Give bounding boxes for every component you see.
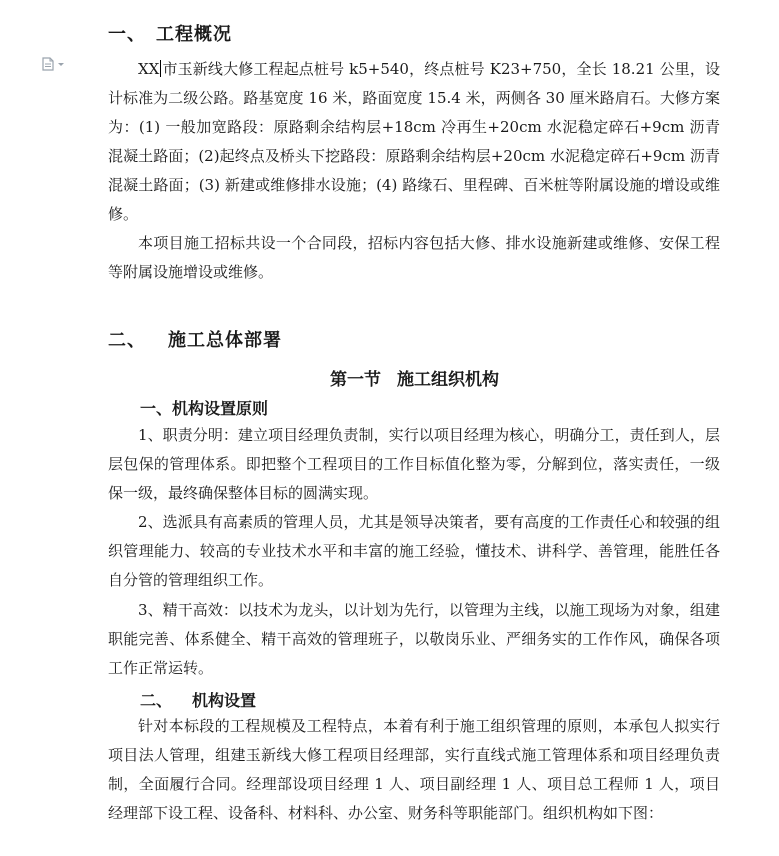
heading-title: 机构设置 (192, 691, 257, 710)
heading-construction-deployment (108, 326, 282, 352)
overview-paragraph-1 (108, 55, 720, 229)
heading-number: 一、 (108, 24, 146, 45)
principle-2-paragraph: 2、选派具有高素质的管理人员，尤其是领导决策者，要有高度的工作责任心和较强的组织管理能力、较高的专业技术水平和丰富的施工经验，懂技术、讲科学、善管理，能胜任各自分管的管理组织工作。 (108, 513, 720, 589)
setup-paragraph: 针对本标段的工程规模及工程特点，本着有利于施工组织管理的原则，本承包人拟实行项目法人管理，组建玉新线大修工程项目经理部，实行直线式施工管理体系和项目经理负责制，全面履行合同。经理部设项目经理 1 人、项目副经理 1 人、项目总工程师 1 人，项目经理部下设工程、设备科、材料科、办公室、财务科等职能部门。组织机构如下图： (108, 717, 720, 822)
heading-number: 二、 (140, 691, 173, 710)
section-title (0, 365, 779, 390)
heading-project-overview (108, 20, 232, 46)
overview-lead-text: XX (138, 60, 160, 78)
principle-3-paragraph: 3、精干高效：以技术为龙头，以计划为先行，以管理为主线，以施工现场为对象，组建职能完善、体系健全、精干高效的管理班子，以敬岗乐业、严细务实的工作作风，确保各项工作正常运转。 (108, 601, 720, 677)
principle-1-paragraph: 1、职责分明：建立项目经理负责制，实行以项目经理为核心，明确分工，责任到人，层层包保的管理体系。即把整个工程项目的工作目标值化整为零，分解到位，落实责任，一级保一级，最终确保整体目标的圆满实现。 (108, 426, 720, 502)
heading-number: 二、 (108, 330, 146, 351)
heading-organization-setup (140, 688, 256, 711)
heading-title: 施工总体部署 (168, 330, 282, 351)
overview-paragraph-2: 本项目施工招标共设一个合同段，招标内容包括大修、排水设施新建或维修、安保工程等附属设施增设或维修。 (108, 234, 720, 281)
heading-title: 工程概况 (156, 24, 232, 45)
overview-main-text: 市玉新线大修工程起点桩号 k5+540，终点桩号 K23+750，全长 18.21 公里，设计标准为二级公路。路基宽度 16 米，路面宽度 15.4 米，两侧各 30 厘米路肩石。大修方案为：(1) 一般加宽路段：原路剩余结构层+18cm 冷再生+20cm 水泥稳定碎石+9cm 沥青混凝土路面；(2)起终点及桥头下挖路段：原路剩余结构层+20cm 水泥稳定碎石+9cm 沥青混凝土路面；(3) 新建或维修排水设施；(4) 路缘石、里程碑、百米桩等附属设施的增设或维修。 (108, 60, 720, 223)
heading-setup-principles: 一、机构设置原则 (140, 399, 269, 418)
section-number: 第一节 (330, 370, 381, 390)
section-name: 施工组织机构 (397, 370, 499, 390)
document-dropdown-icon[interactable] (40, 57, 66, 71)
